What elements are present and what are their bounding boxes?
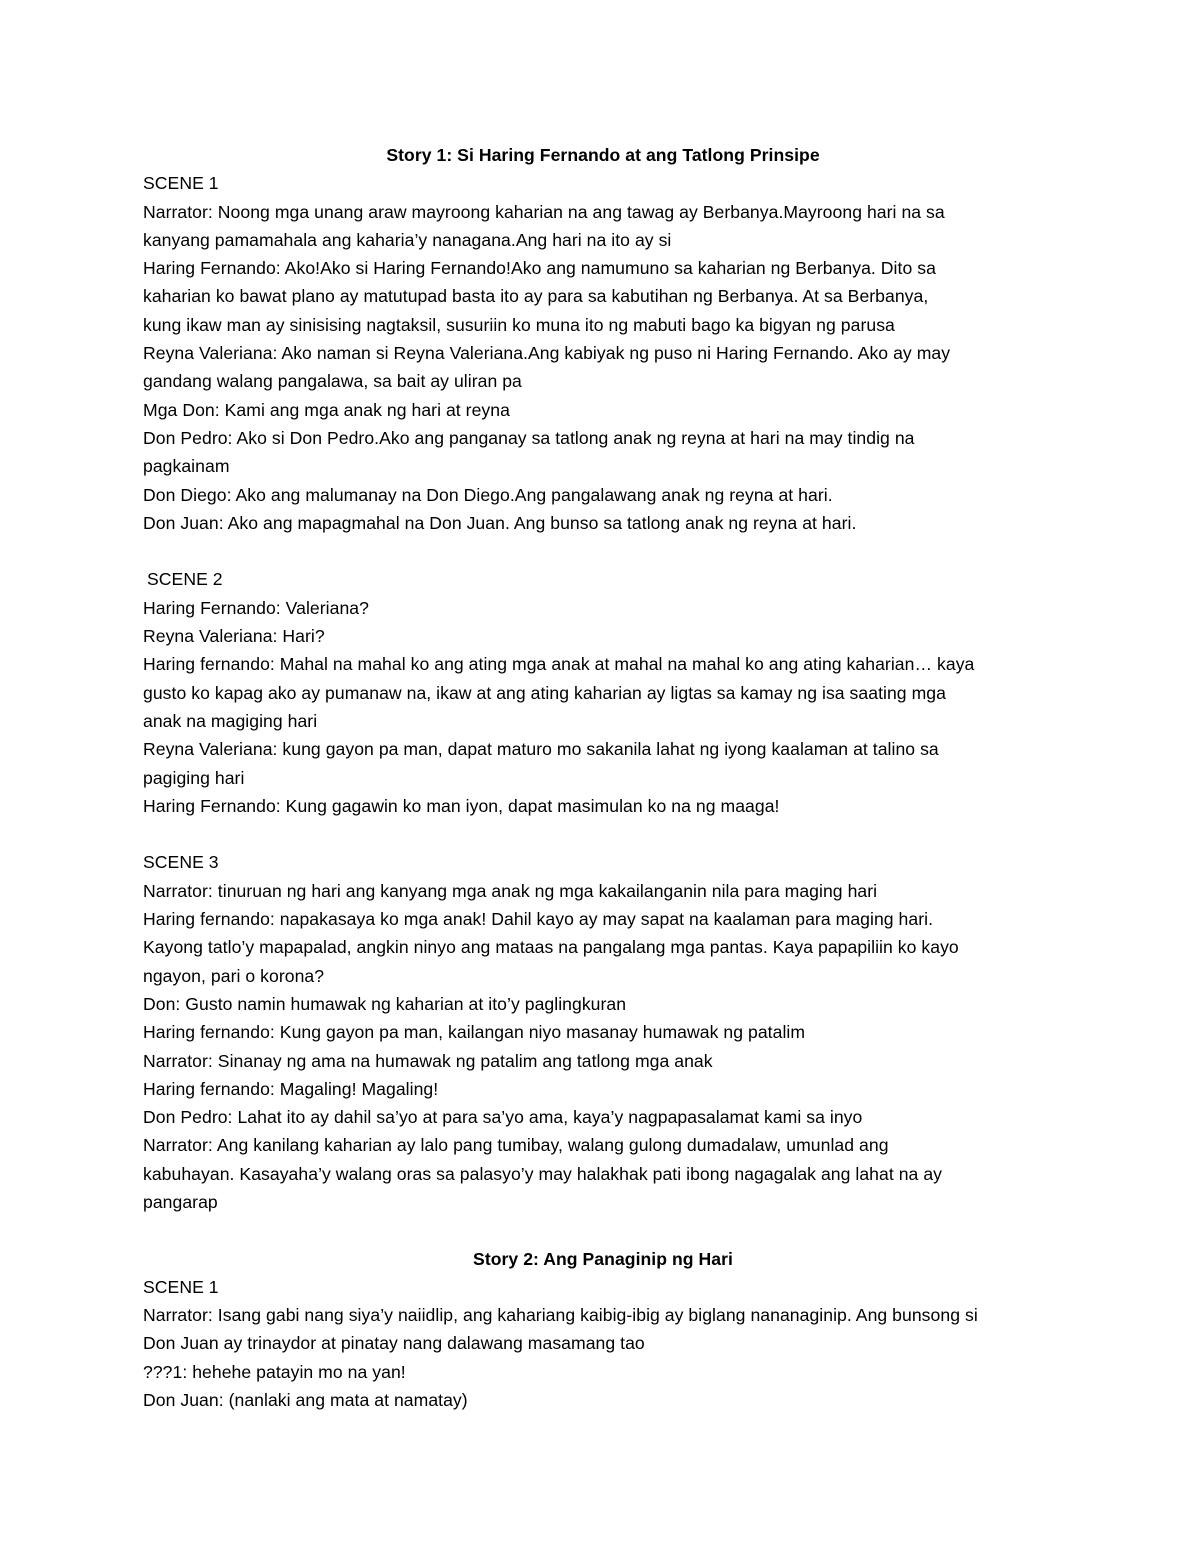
script-line: Narrator: Ang kanilang kaharian ay lalo pang tumibay, walang gulong dumadalaw, umunlad ang: [143, 1135, 889, 1156]
story-1-scene-2: [143, 565, 1063, 820]
script-line: Mga Don: Kami ang mga anak ng hari at reyna: [143, 399, 510, 420]
script-line: kaharian ko bawat plano ay matutupad basta ito ay para sa kabutihan ng Berbanya. At sa Berbanya,: [143, 286, 929, 307]
paragraph-spacer: [143, 537, 1063, 565]
script-line: Haring Fernando: Kung gagawin ko man iyon, dapat masimulan ko na ng maaga!: [143, 795, 780, 816]
script-line: gusto ko kapag ako ay pumanaw na, ikaw at ang ating kaharian ay ligtas sa kamay ng isa saating mga: [143, 682, 946, 703]
story-1-title: Story 1: Si Haring Fernando at ang Tatlong Prinsipe: [386, 145, 820, 165]
story-1-scene-3: [143, 848, 1063, 1216]
script-line: gandang walang pangalawa, sa bait ay uliran pa: [143, 371, 522, 392]
script-line: kabuhayan. Kasayaha’y walang oras sa palasyo’y may halakhak pati ibong nagagalak ang lahat na ay: [143, 1163, 943, 1184]
script-line: Reyna Valeriana: Hari?: [143, 626, 325, 647]
script-line: Haring Fernando: Ako!Ako si Haring Fernando!Ako ang namumuno sa kaharian ng Berbanya. Dito sa: [143, 258, 936, 279]
script-line: Don Juan: (nanlaki ang mata at namatay): [143, 1390, 468, 1411]
paragraph-spacer: [143, 1216, 1063, 1244]
script-line: Narrator: Sinanay ng ama na humawak ng patalim ang tatlong mga anak: [143, 1050, 713, 1071]
story-2-scene-1: [143, 1273, 1063, 1414]
script-line: Haring fernando: Kung gayon pa man, kailangan niyo masanay humawak ng patalim: [143, 1022, 806, 1043]
script-line: Don Juan ay trinaydor at pinatay nang dalawang masamang tao: [143, 1333, 645, 1354]
script-line: Don Pedro: Ako si Don Pedro.Ako ang panganay sa tatlong anak ng reyna at hari na may tindig na: [143, 427, 915, 448]
scene-heading: SCENE 1: [143, 173, 219, 194]
script-line: Don Pedro: Lahat ito ay dahil sa’yo at para sa’yo ama, kaya’y nagpapasalamat kami sa inyo: [143, 1107, 863, 1128]
script-line: kanyang pamamahala ang kaharia’y nanagana.Ang hari na ito ay si: [143, 229, 672, 250]
script-line: Don Diego: Ako ang malumanay na Don Diego.Ang pangalawang anak ng reyna at hari.: [143, 484, 833, 505]
script-line: anak na magiging hari: [143, 710, 318, 731]
scene-heading: SCENE 2: [147, 569, 223, 590]
script-line: pagkainam: [143, 456, 230, 477]
script-line: pangarap: [143, 1191, 218, 1212]
script-line: kung ikaw man ay sinisising nagtaksil, susuriin ko muna ito ng mabuti bago ka bigyan ng parusa: [143, 314, 895, 335]
scene-heading: SCENE 3: [143, 852, 219, 873]
script-line: Narrator: Isang gabi nang siya’y naiidlip, ang kahariang kaibig-ibig ay biglang nananaginip. Ang bunsong si: [143, 1305, 978, 1326]
script-line: Don: Gusto namin humawak ng kaharian at ito’y paglingkuran: [143, 993, 627, 1014]
story-1-scene-1: [143, 169, 1063, 537]
scene-heading: SCENE 1: [143, 1276, 219, 1297]
document-body: [143, 141, 1063, 1414]
script-line: Narrator: tinuruan ng hari ang kanyang mga anak ng mga kakailanganin nila para maging hari: [143, 880, 878, 901]
script-line: Reyna Valeriana: Ako naman si Reyna Valeriana.Ang kabiyak ng puso ni Haring Fernando. Ako ay may: [143, 343, 951, 364]
script-line: pagiging hari: [143, 767, 245, 788]
script-line: Haring fernando: Magaling! Magaling!: [143, 1078, 439, 1099]
script-line: Haring Fernando: Valeriana?: [143, 597, 369, 618]
story-2-title: Story 2: Ang Panaginip ng Hari: [473, 1248, 733, 1269]
script-line: Haring fernando: Mahal na mahal ko ang ating mga anak at mahal na mahal ko ang ating kaharian… kaya: [143, 654, 975, 675]
script-line: Don Juan: Ako ang mapagmahal na Don Juan. Ang bunso sa tatlong anak ng reyna at hari.: [143, 512, 857, 533]
paragraph-spacer: [143, 820, 1063, 848]
script-line: Narrator: Noong mga unang araw mayroong kaharian na ang tawag ay Berbanya.Mayroong hari na sa: [143, 201, 945, 222]
script-line: ngayon, pari o korona?: [143, 965, 325, 986]
script-line: Haring fernando: napakasaya ko mga anak! Dahil kayo ay may sapat na kaalaman para maging hari.: [143, 909, 934, 930]
script-line: ???1: hehehe patayin mo na yan!: [143, 1361, 406, 1382]
script-line: Reyna Valeriana: kung gayon pa man, dapat maturo mo sakanila lahat ng iyong kaalaman at talino sa: [143, 739, 939, 760]
script-line: Kayong tatlo’y mapapalad, angkin ninyo ang mataas na pangalang mga pantas. Kaya papapiliin ko kayo: [143, 937, 959, 958]
